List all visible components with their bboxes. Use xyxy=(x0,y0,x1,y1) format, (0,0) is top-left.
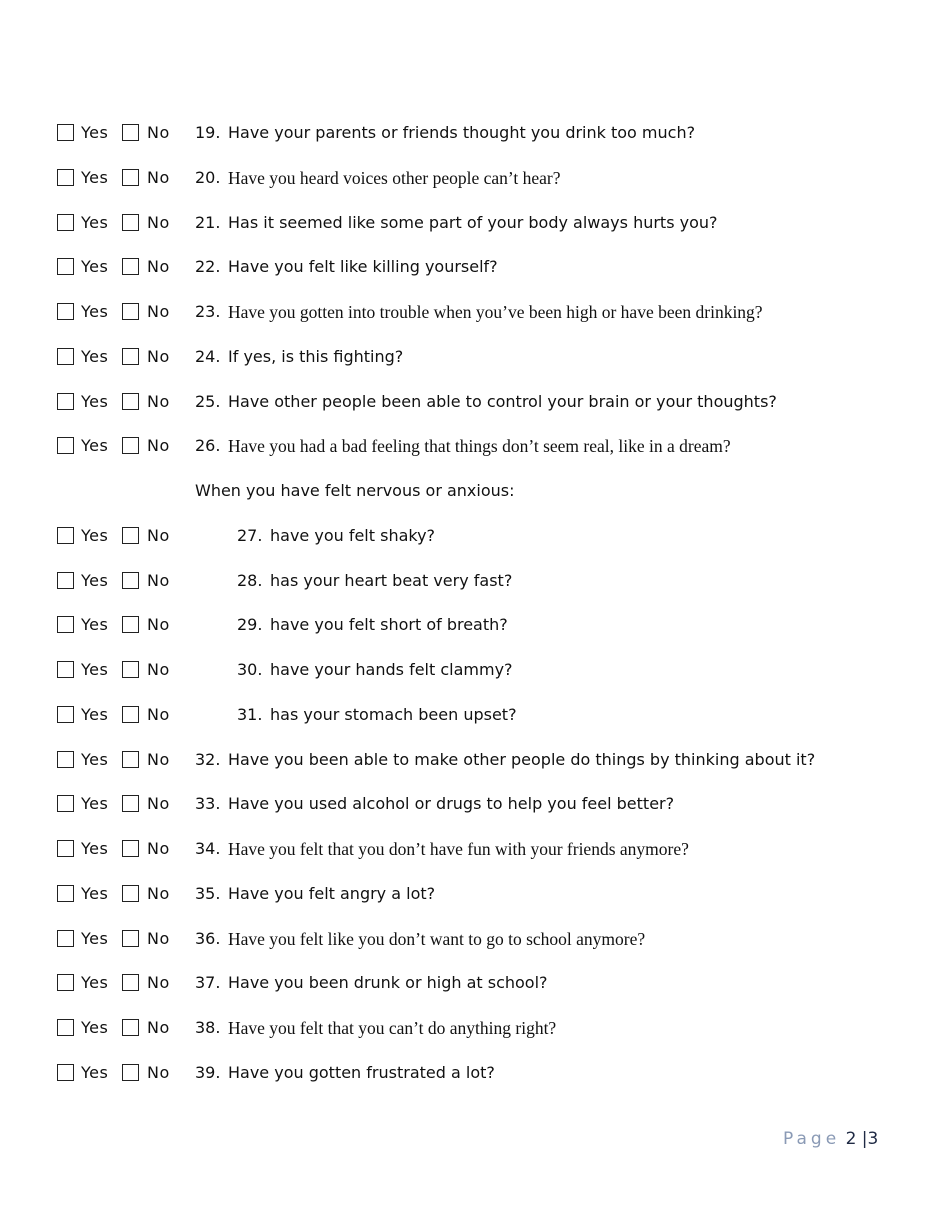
no-label: No xyxy=(147,749,170,769)
no-label: No xyxy=(147,615,170,635)
yes-label: Yes xyxy=(81,257,109,277)
yes-label: Yes xyxy=(81,525,109,545)
page-label: Page xyxy=(783,1129,841,1149)
question-text: Have you heard voices other people can’t hear? xyxy=(228,167,561,188)
question-row xyxy=(0,1061,950,1085)
question-row xyxy=(0,792,950,816)
question-text: has your stomach been upset? xyxy=(270,704,517,724)
yes-checkbox[interactable] xyxy=(57,616,74,633)
question-number: 19. xyxy=(195,123,221,142)
yes-checkbox[interactable] xyxy=(57,1019,74,1036)
yes-label: Yes xyxy=(81,391,109,411)
yes-checkbox[interactable] xyxy=(57,303,74,320)
yes-label: Yes xyxy=(81,346,109,366)
yes-checkbox[interactable] xyxy=(57,572,74,589)
question-text: have your hands felt clammy? xyxy=(270,660,513,680)
yes-checkbox[interactable] xyxy=(57,393,74,410)
question-number: 36. xyxy=(195,928,221,948)
yes-label: Yes xyxy=(81,794,109,814)
no-label: No xyxy=(147,1062,170,1082)
question-row xyxy=(0,658,950,682)
question-number: 33. xyxy=(195,794,221,814)
page-number: 2 xyxy=(845,1129,857,1149)
no-checkbox[interactable] xyxy=(122,1019,139,1036)
question-number: 25. xyxy=(195,391,221,411)
yes-label: Yes xyxy=(81,570,109,590)
no-checkbox[interactable] xyxy=(122,572,139,589)
no-label: No xyxy=(147,257,170,277)
question-text: have you felt short of breath? xyxy=(270,615,508,635)
page-total: 3 xyxy=(867,1129,879,1149)
yes-label: Yes xyxy=(81,883,109,903)
no-label: No xyxy=(147,660,170,680)
question-text: Have you felt that you don’t have fun with your friends anymore? xyxy=(228,839,689,860)
no-label: No xyxy=(147,302,170,322)
yes-checkbox[interactable] xyxy=(57,706,74,723)
question-text: has your heart beat very fast? xyxy=(270,570,513,590)
question-text: Have you felt like killing yourself? xyxy=(228,257,498,277)
question-row xyxy=(0,837,950,861)
no-label: No xyxy=(147,167,170,187)
question-number: 28. xyxy=(237,570,263,590)
question-row xyxy=(0,524,950,548)
yes-label: Yes xyxy=(81,123,109,142)
question-text: Have you gotten into trouble when you’ve been high or have been drinking? xyxy=(228,302,763,323)
question-text: Have you been able to make other people do things by thinking about it? xyxy=(228,749,816,769)
yes-label: Yes xyxy=(81,212,109,232)
question-text: Have you had a bad feeling that things don’t seem real, like in a dream? xyxy=(228,436,731,457)
question-text: Have you used alcohol or drugs to help you feel better? xyxy=(228,794,675,814)
no-checkbox[interactable] xyxy=(122,974,139,991)
question-row xyxy=(0,255,950,279)
question-row xyxy=(0,748,950,772)
no-label: No xyxy=(147,212,170,232)
no-checkbox[interactable] xyxy=(122,706,139,723)
yes-label: Yes xyxy=(81,436,109,456)
question-row xyxy=(0,211,950,235)
question-row xyxy=(0,569,950,593)
no-checkbox[interactable] xyxy=(122,751,139,768)
no-checkbox[interactable] xyxy=(122,124,139,141)
no-label: No xyxy=(147,391,170,411)
yes-label: Yes xyxy=(81,928,109,948)
yes-checkbox[interactable] xyxy=(57,840,74,857)
question-number: 38. xyxy=(195,1018,221,1038)
no-checkbox[interactable] xyxy=(122,348,139,365)
question-number: 22. xyxy=(195,257,221,277)
question-number: 29. xyxy=(237,615,263,635)
no-label: No xyxy=(147,346,170,366)
no-checkbox[interactable] xyxy=(122,393,139,410)
question-text: If yes, is this fighting? xyxy=(228,346,404,366)
question-number: 20. xyxy=(195,167,221,187)
question-number: 39. xyxy=(195,1062,221,1082)
no-checkbox[interactable] xyxy=(122,437,139,454)
yes-checkbox[interactable] xyxy=(57,169,74,186)
no-checkbox[interactable] xyxy=(122,661,139,678)
question-row xyxy=(0,1016,950,1040)
section-subheading: When you have felt nervous or anxious: xyxy=(195,481,515,501)
yes-label: Yes xyxy=(81,704,109,724)
question-text: Have other people been able to control your brain or your thoughts? xyxy=(228,391,777,411)
no-label: No xyxy=(147,525,170,545)
question-row xyxy=(0,166,950,190)
question-number: 26. xyxy=(195,436,221,456)
question-row xyxy=(0,300,950,324)
no-checkbox[interactable] xyxy=(122,527,139,544)
question-text: Have you felt like you don’t want to go to school anymore? xyxy=(228,928,646,949)
no-label: No xyxy=(147,839,170,859)
question-text: Have you felt angry a lot? xyxy=(228,883,436,903)
no-checkbox[interactable] xyxy=(122,258,139,275)
no-checkbox[interactable] xyxy=(122,214,139,231)
no-label: No xyxy=(147,794,170,814)
question-row xyxy=(0,882,950,906)
question-text: have you felt shaky? xyxy=(270,525,436,545)
no-checkbox[interactable] xyxy=(122,885,139,902)
no-checkbox[interactable] xyxy=(122,930,139,947)
no-checkbox[interactable] xyxy=(122,840,139,857)
page-separator: | xyxy=(861,1129,868,1149)
no-label: No xyxy=(147,704,170,724)
yes-label: Yes xyxy=(81,660,109,680)
yes-label: Yes xyxy=(81,973,109,993)
yes-label: Yes xyxy=(81,615,109,635)
page-footer xyxy=(783,1129,878,1149)
question-text: Has it seemed like some part of your body always hurts you? xyxy=(228,212,718,232)
question-number: 30. xyxy=(237,660,263,680)
no-checkbox[interactable] xyxy=(122,169,139,186)
no-label: No xyxy=(147,1018,170,1038)
no-checkbox[interactable] xyxy=(122,616,139,633)
no-checkbox[interactable] xyxy=(122,1064,139,1081)
question-row xyxy=(0,121,950,145)
question-number: 24. xyxy=(195,346,221,366)
question-row xyxy=(0,971,950,995)
yes-checkbox[interactable] xyxy=(57,348,74,365)
yes-label: Yes xyxy=(81,749,109,769)
no-label: No xyxy=(147,883,170,903)
yes-checkbox[interactable] xyxy=(57,1064,74,1081)
yes-checkbox[interactable] xyxy=(57,751,74,768)
question-text: Have you gotten frustrated a lot? xyxy=(228,1062,495,1082)
question-number: 27. xyxy=(237,525,263,545)
no-checkbox[interactable] xyxy=(122,303,139,320)
question-row xyxy=(0,434,950,458)
question-text: Have your parents or friends thought you drink too much? xyxy=(228,123,696,142)
question-number: 23. xyxy=(195,302,221,322)
yes-checkbox[interactable] xyxy=(57,930,74,947)
yes-checkbox[interactable] xyxy=(57,885,74,902)
no-label: No xyxy=(147,436,170,456)
question-number: 34. xyxy=(195,839,221,859)
question-row xyxy=(0,703,950,727)
yes-checkbox[interactable] xyxy=(57,795,74,812)
question-text: Have you been drunk or high at school? xyxy=(228,973,548,993)
question-row xyxy=(0,345,950,369)
no-checkbox[interactable] xyxy=(122,795,139,812)
yes-checkbox[interactable] xyxy=(57,258,74,275)
no-label: No xyxy=(147,123,170,142)
yes-checkbox[interactable] xyxy=(57,527,74,544)
yes-checkbox[interactable] xyxy=(57,661,74,678)
yes-label: Yes xyxy=(81,302,109,322)
yes-label: Yes xyxy=(81,167,109,187)
yes-checkbox[interactable] xyxy=(57,124,74,141)
yes-checkbox[interactable] xyxy=(57,974,74,991)
no-label: No xyxy=(147,928,170,948)
question-number: 31. xyxy=(237,704,263,724)
no-label: No xyxy=(147,570,170,590)
question-number: 32. xyxy=(195,749,221,769)
question-number: 35. xyxy=(195,883,221,903)
yes-checkbox[interactable] xyxy=(57,437,74,454)
yes-label: Yes xyxy=(81,839,109,859)
question-number: 21. xyxy=(195,212,221,232)
question-row xyxy=(0,613,950,637)
yes-label: Yes xyxy=(81,1018,109,1038)
question-row xyxy=(0,390,950,414)
question-number: 37. xyxy=(195,973,221,993)
question-row xyxy=(0,927,950,951)
no-label: No xyxy=(147,973,170,993)
question-text: Have you felt that you can’t do anything right? xyxy=(228,1018,557,1039)
yes-label: Yes xyxy=(81,1062,109,1082)
yes-checkbox[interactable] xyxy=(57,214,74,231)
